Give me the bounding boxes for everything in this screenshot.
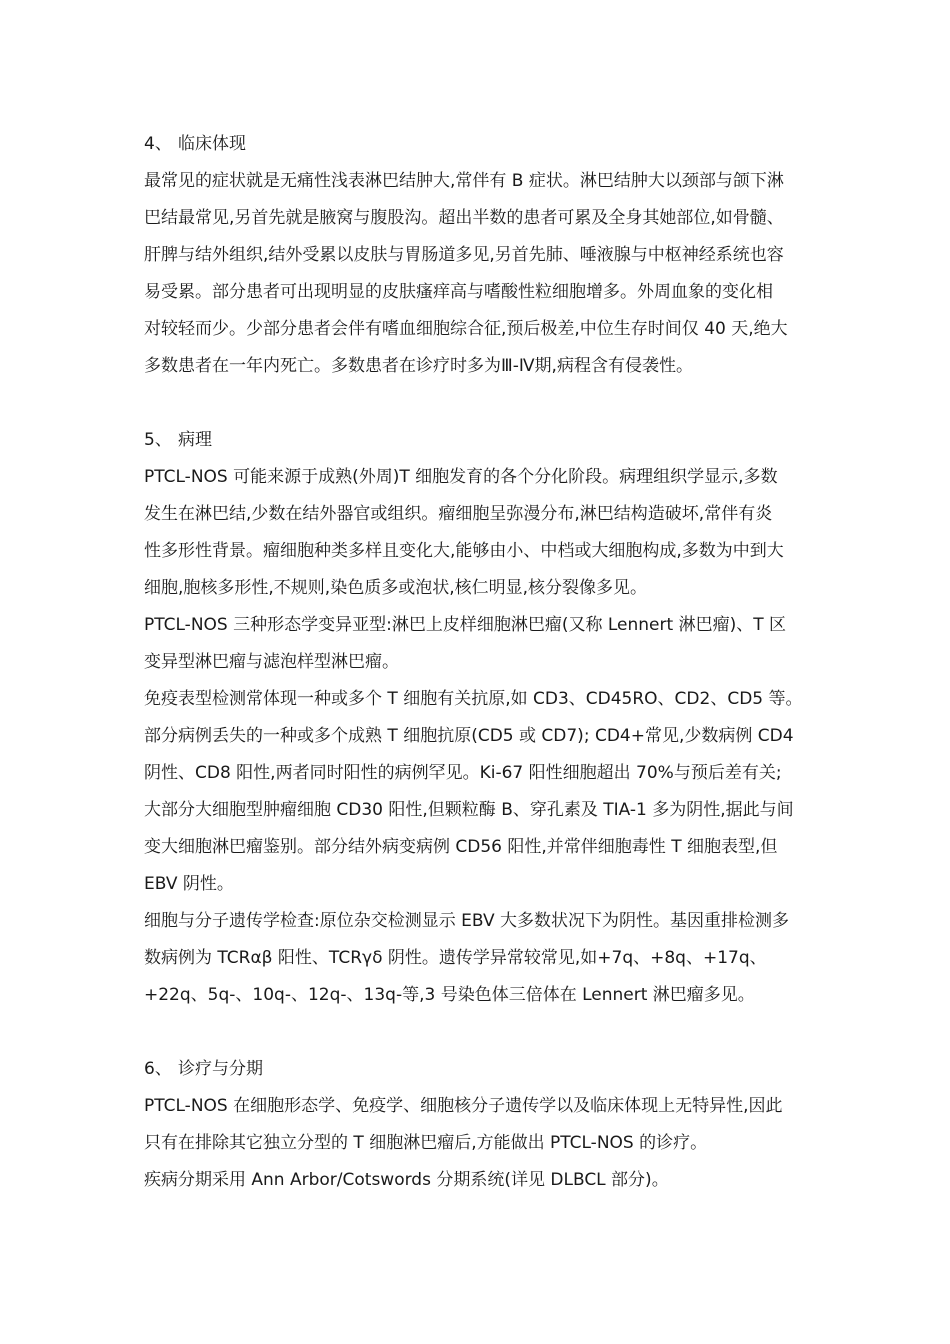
section-heading	[144, 422, 824, 459]
section-title: 临床体现	[178, 134, 246, 154]
section-title: 诊疗与分期	[178, 1059, 263, 1079]
text-line: 对较轻而少。少部分患者会伴有嗜血细胞综合征,预后极差,中位生存时间仅 40 天,绝大	[144, 319, 788, 339]
text-line: 只有在排除其它独立分型的 T 细胞淋巴瘤后,方能做出 PTCL-NOS 的诊疗。	[144, 1133, 708, 1153]
text-line: 细胞,胞核多形性,不规则,染色质多或泡状,核仁明显,核分裂像多见。	[144, 578, 648, 598]
text-line: 大部分大细胞型肿瘤细胞 CD30 阳性,但颗粒酶 B、穿孔素及 TIA-1 多为阴性,据此与间	[144, 800, 794, 820]
paragraph	[144, 459, 824, 607]
paragraph	[144, 607, 824, 681]
text-line: 易受累。部分患者可出现明显的皮肤瘙痒高与嗜酸性粒细胞增多。外周血象的变化相	[144, 282, 773, 302]
section-number: 5、	[144, 430, 172, 450]
section-spacer	[144, 385, 824, 422]
paragraph	[144, 681, 824, 903]
text-line: PTCL-NOS 三种形态学变异亚型:淋巴上皮样细胞淋巴瘤(又称 Lennert 淋巴瘤)、T 区	[144, 615, 786, 635]
text-line: 疾病分期采用 Ann Arbor/Cotswords 分期系统(详见 DLBCL 部分)。	[144, 1170, 669, 1190]
document-body	[144, 126, 824, 1199]
section-title: 病理	[178, 430, 212, 450]
text-line: +22q、5q-、10q-、12q-、13q-等,3 号染色体三倍体在 Lennert 淋巴瘤多见。	[144, 985, 755, 1005]
text-line: 最常见的症状就是无痛性浅表淋巴结肿大,常伴有 B 症状。淋巴结肿大以颈部与颌下淋	[144, 171, 784, 191]
section-heading	[144, 126, 824, 163]
text-line: 数病例为 TCRαβ 阳性、TCRγδ 阴性。遗传学异常较常见,如+7q、+8q、+17q、	[144, 948, 767, 968]
text-line: 阴性、CD8 阳性,两者同时阳性的病例罕见。Ki-67 阳性细胞超出 70%与预后差有关;	[144, 763, 782, 783]
text-line: 发生在淋巴结,少数在结外器官或组织。瘤细胞呈弥漫分布,淋巴结构造破坏,常伴有炎	[144, 504, 773, 524]
paragraph	[144, 1162, 824, 1199]
section-number: 6、	[144, 1059, 172, 1079]
section-number: 4、	[144, 134, 172, 154]
paragraph	[144, 903, 824, 1014]
text-line: 性多形性背景。瘤细胞种类多样且变化大,能够由小、中档或大细胞构成,多数为中到大	[144, 541, 784, 561]
text-line: PTCL-NOS 可能来源于成熟(外周)T 细胞发育的各个分化阶段。病理组织学显示,多数	[144, 467, 778, 487]
section-heading	[144, 1051, 824, 1088]
text-line: EBV 阴性。	[144, 874, 234, 894]
text-line: 部分病例丢失的一种或多个成熟 T 细胞抗原(CD5 或 CD7); CD4+常见,少数病例 CD4	[144, 726, 794, 746]
section-spacer	[144, 1014, 824, 1051]
text-line: 巴结最常见,另首先就是腋窝与腹股沟。超出半数的患者可累及全身其她部位,如骨髓、	[144, 208, 784, 228]
text-line: 多数患者在一年内死亡。多数患者在诊疗时多为Ⅲ-Ⅳ期,病程含有侵袭性。	[144, 356, 693, 376]
paragraph	[144, 1088, 824, 1162]
text-line: 变异型淋巴瘤与滤泡样型淋巴瘤。	[144, 652, 399, 672]
text-line: 免疫表型检测常体现一种或多个 T 细胞有关抗原,如 CD3、CD45RO、CD2、CD5 等。	[144, 689, 803, 709]
text-line: 肝脾与结外组织,结外受累以皮肤与胃肠道多见,另首先肺、唾液腺与中枢神经系统也容	[144, 245, 784, 265]
text-line: 细胞与分子遗传学检查:原位杂交检测显示 EBV 大多数状况下为阴性。基因重排检测多	[144, 911, 790, 931]
paragraph	[144, 163, 824, 385]
text-line: 变大细胞淋巴瘤鉴别。部分结外病变病例 CD56 阳性,并常伴细胞毒性 T 细胞表型,但	[144, 837, 778, 857]
text-line: PTCL-NOS 在细胞形态学、免疫学、细胞核分子遗传学以及临床体现上无特异性,因此	[144, 1096, 783, 1116]
